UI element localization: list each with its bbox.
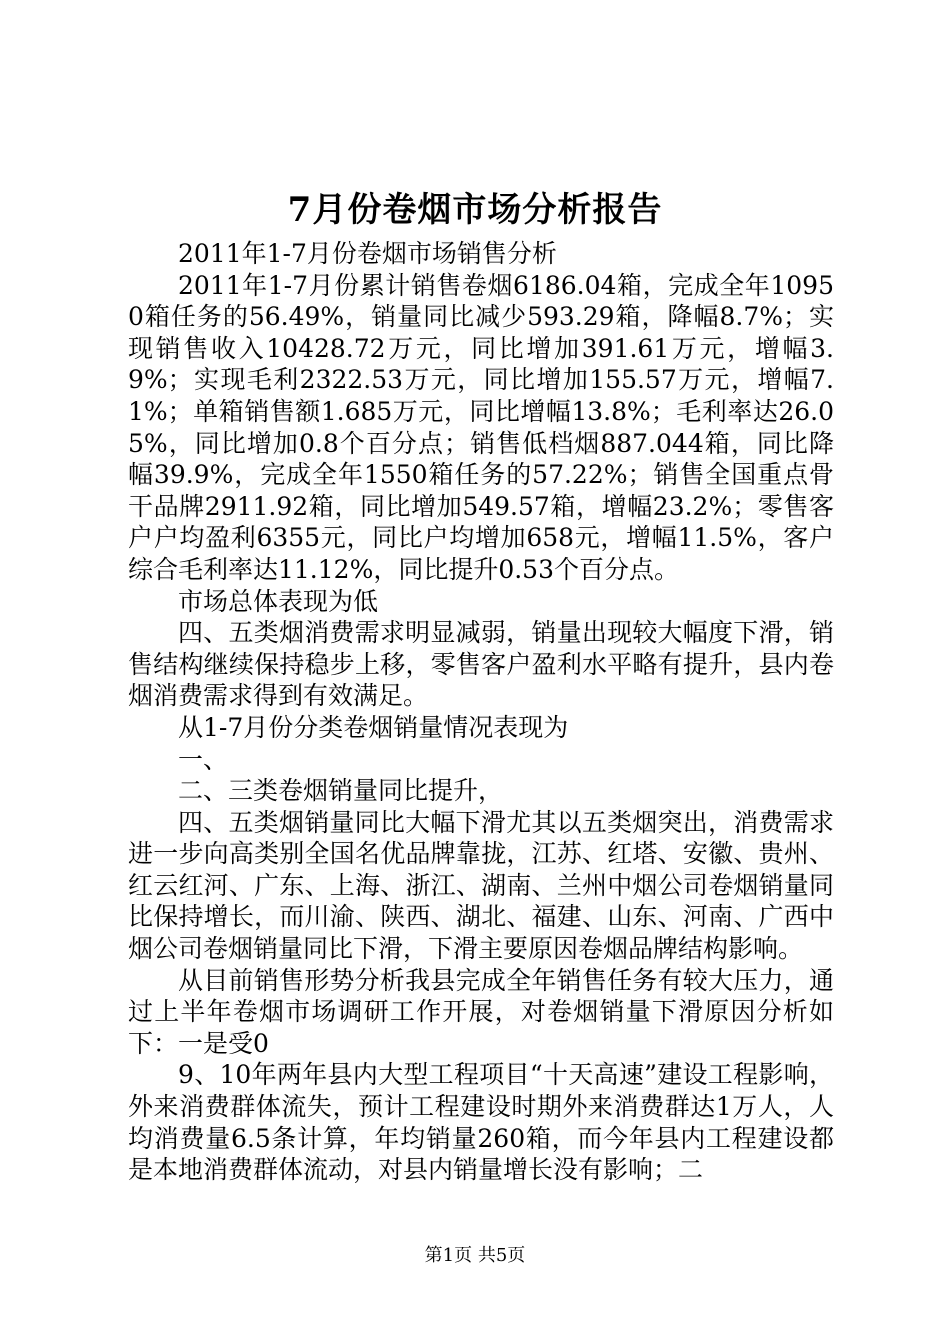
paragraph-8: 四、五类烟销量同比大幅下滑尤其以五类烟突出，消费需求进一步向高类别全国名优品牌靠拢，江苏、红塔、安徽、贵州、红云红河、广东、上海、浙江、湖南、兰州中烟公司卷烟销量同比保持增长，而川渝、陕西、湖北、福建、山东、河南、广西中烟公司卷烟销量同比下滑，下滑主要原因卷烟品牌结构影响。 xyxy=(128,807,834,964)
page-footer: 第1页 共5页 xyxy=(424,1245,526,1266)
paragraph-5: 从1-7月份分类卷烟销量情况表现为 xyxy=(178,712,569,742)
paragraph-3: 市场总体表现为低 xyxy=(178,586,379,616)
paragraph-4: 四、五类烟消费需求明显减弱，销量出现较大幅度下滑，销售结构继续保持稳步上移，零售客户盈利水平略有提升，县内卷烟消费需求得到有效满足。 xyxy=(128,618,834,711)
paragraph-1: 2011年1-7月份卷烟市场销售分析 xyxy=(178,239,557,268)
paragraph-6: 一、 xyxy=(178,744,229,774)
paragraph-7: 二、三类卷烟销量同比提升， xyxy=(178,776,504,806)
paragraph-2: 2011年1-7月份累计销售卷烟6186.04箱，完成全年10950箱任务的56.49%，销量同比减少593.29箱，降幅8.7%；实现销售收入10428.72万元，同比增加391.61万元，增幅3.9%；实现毛利2322.53万元，同比增加155.57万元，增幅7.1%；单箱销售额1.685万元，同比增幅13.8%；毛利率达26.05%，同比增加0.8个百分点；销售低档烟887.044箱，同比降幅39.9%，完成全年1550箱任务的57.22%；销售全国重点骨干品牌2911.92箱，同比增加549.57箱，增幅23.2%；零售客户户均盈利6355元，同比户均增加658元，增幅11.5%，客户综合毛利率达11.12%，同比提升0.53个百分点。 xyxy=(128,270,834,584)
paragraph-10: 9、10年两年县内大型工程项目“十天高速”建设工程影响，外来消费群体流失，预计工程建设时期外来消费群达1万人，人均消费量6.5条计算，年均销量260箱，而今年县内工程建设都是本地消费群体流动，对县内销量增长没有影响；二 xyxy=(128,1060,834,1185)
paragraph-9: 从目前销售形势分析我县完成全年销售任务有较大压力，通过上半年卷烟市场调研工作开展，对卷烟销量下滑原因分析如下：一是受0 xyxy=(128,965,834,1058)
document-title: 7月份卷烟市场分析报告 xyxy=(287,190,663,230)
document-body xyxy=(128,238,834,1186)
